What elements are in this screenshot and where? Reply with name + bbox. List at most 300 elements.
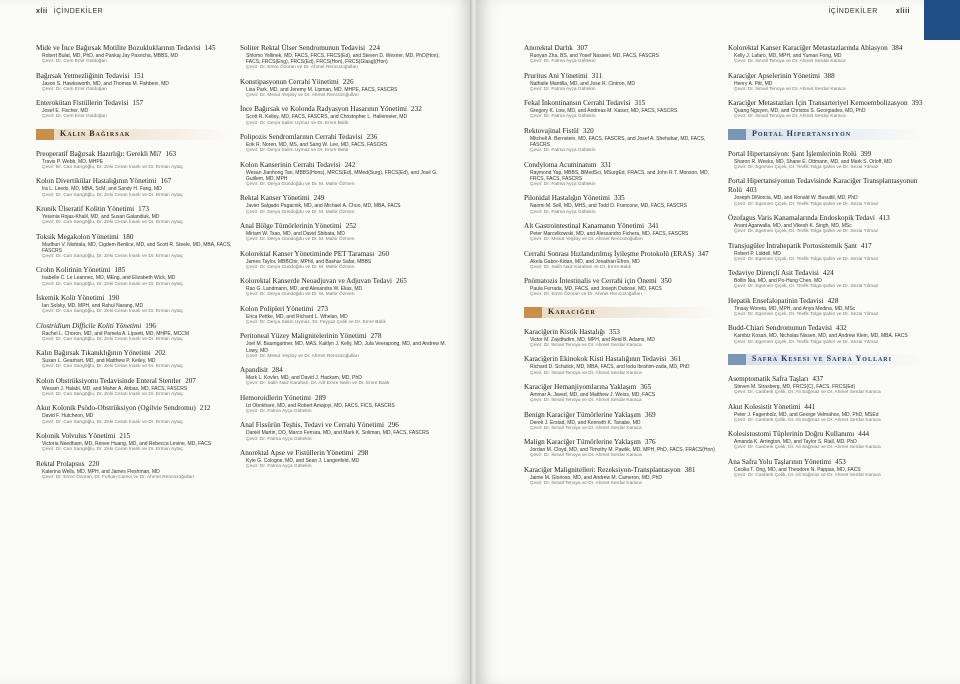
- chapter-authors: Ruoyan Zha, BS, and Yosef Nasseri, MD, FACS, FASCRS: [530, 53, 659, 59]
- toc-entry-title-line: [36, 233, 232, 242]
- page-number: 432: [835, 324, 847, 333]
- page-number: 417: [860, 241, 872, 250]
- chapter-translators: Çevir: Dr. Fatma Ayça Gültekin: [530, 114, 596, 120]
- toc-entry: [36, 266, 232, 287]
- toc-entry-title-line: [240, 250, 452, 259]
- page-number: 437: [812, 374, 824, 383]
- page-number: 320: [582, 126, 594, 135]
- chapter-title: Transjugüler İntrahepatik Portosistemik Şant: [728, 241, 857, 250]
- chapter-authors: Jason S. Hawksworth, MD, and Thomas M. Fishbein, MD: [42, 80, 169, 87]
- chapter-title: Portal Hipertansiyon: Şant İşlemlerinin Rolü: [728, 149, 857, 158]
- toc-entry: [728, 214, 924, 235]
- chapter-authors: Mark L. Kovler, MD, and David J. Hackam, MD, PhD: [246, 375, 362, 382]
- chapter-title: Anorektal Apse ve Fistüllerin Yönetimi: [240, 448, 354, 457]
- chapter-translators: Çevir: Dr. Egemen Çiçek, Dr. Tevfik Tolga Şahin ve Dr. Sezai Yılmaz: [734, 284, 879, 290]
- toc-entry: [524, 222, 720, 243]
- chapter-translators: Çevir: Dr. Emre Özoran ve Dr. Ahmet Rencüzoğulları: [246, 65, 358, 71]
- chapter-title: Alt Gastrointestinal Kanamanın Yönetimi: [524, 221, 645, 230]
- chapter-translators: Çevir: Dr. Can Sarıgöğlu, Dr. Zeki Ceran İnanlı ve Dr. Erman Aytaç: [42, 419, 183, 425]
- page-number: 242: [344, 160, 356, 169]
- page-number: 196: [145, 321, 157, 330]
- chapter-title: Kalın Bağırsak Tıkanıklığının Yönetimi: [36, 349, 151, 358]
- toc-entry: [36, 460, 232, 481]
- page-number: 249: [313, 194, 325, 203]
- chapter-title: Rektal Prolapsus: [36, 459, 85, 468]
- toc-entry: [240, 250, 452, 271]
- chapter-title: Pnömatozis İntestinalis ve Cerrahi için Önemi: [524, 277, 657, 286]
- chapter-translators: Çevir: Dr. Can Sarıgöğlu, Dr. Zeki Ceran İnanlı ve Dr. Erman Aytaç: [42, 253, 183, 259]
- chapter-authors: Rao G. Landmann, MD, and Alexandra W. Elias, MD: [246, 286, 363, 293]
- section-heading: [524, 305, 720, 320]
- chapter-title: Polipozis Sendromlarının Cerrahi Tedavisi: [240, 132, 363, 141]
- chapter-translators: Çevir: Dr. İsmail Tenoya ve Dr. Ahmet Serdar Karaca: [530, 480, 642, 486]
- toc-entry-title-line: [36, 460, 232, 469]
- chapter-translators: Çevir: Dr. Can Sarıgöğlu, Dr. Zeki Ceran İnanlı ve Dr. Erman Aytaç: [42, 336, 183, 342]
- section-heading: [728, 352, 924, 367]
- chapter-translators: Çevir: Dr. Fatma Ayça Gültekin: [530, 209, 596, 215]
- toc-entry-title-line: [524, 72, 720, 81]
- chapter-title: Pruritus Ani Yönetimi: [524, 71, 588, 80]
- chapter-authors: Scott R. Kelley, MD, FACS, FASCRS, and Christopher L. Hallemeier, MD: [246, 114, 408, 121]
- chapter-authors: Izi Obokhare, MD, and Robert Amajoyi, MD, FACS, FICS, FASCRS: [246, 402, 395, 409]
- toc-entry: [240, 44, 452, 71]
- left-running-header: [36, 8, 103, 15]
- chapter-title: Rektovajinal Fistül: [524, 126, 579, 135]
- left-page: [0, 0, 472, 684]
- chapter-title: Mide ve İnce Bağırsak Motilite Bozukluklarının Tedavisi: [36, 44, 201, 52]
- toc-entry-title-line: [240, 305, 452, 314]
- chapter-translators: Çevir: Dr. Cem Emir Güldoğan: [42, 59, 107, 65]
- page-number: 226: [342, 77, 354, 86]
- chapter-translators: Çevir: Dr. Derya Gündoğdu ve Dr. M. Mahir Özmen: [246, 209, 355, 215]
- chapter-title: İskemik Kolit Yönetimi: [36, 293, 105, 302]
- chapter-authors: Amanda K. Arrington, MD, and Taylor S. Riall, MD, PhD: [734, 439, 857, 446]
- chapter-authors: Bollin Nia, MD, and Po-Hung Chen, MD: [734, 278, 822, 285]
- toc-entry-title-line: [728, 214, 924, 223]
- chapter-translators: Çevir: Dr. Canberk Çelik, Dr. Ali Sağmaz ve Dr. Ahmet Serdar Karaca: [734, 417, 881, 423]
- chapter-title: Enterokütan Fistüllerin Tedavisi: [36, 99, 129, 108]
- page-number: 212: [199, 404, 211, 413]
- chapter-authors: Steven M. Strasberg, MD, FRCS(C), FACS, FRCS(Ed): [734, 383, 856, 390]
- right-page: [476, 0, 960, 684]
- chapter-translators: Çevir: Dr. Canberk Çelik, Dr. Ali Sağmaz ve Dr. Ahmet Serdar Karaca: [734, 390, 881, 396]
- chapter-translators: Çevir: Dr. Emre Özoran, Dr. Furkan Camcı ve Dr. Ahmet Rencüzoğulları: [42, 474, 195, 480]
- toc-entry: [728, 458, 924, 479]
- toc-entry-title-line: [728, 44, 924, 53]
- chapter-authors: Richard D. Schulick, MD, MBA, FACS, and Ioda Ibrahim-zada, MD, PhD: [530, 364, 690, 371]
- toc-entry-title-line: [36, 99, 232, 108]
- chapter-authors: Robert P. Liddell, MD: [734, 250, 781, 257]
- chapter-title: Kolorektal Kanser Karaciğer Metastazlarında Ablasyon: [728, 44, 888, 52]
- chapter-authors: Daniel Martin, DO, Marco Ferrara, MD, and Mark K. Soliman, MD, FACS, FASCRS: [246, 430, 430, 437]
- toc-entry: [36, 205, 232, 226]
- toc-entry-title-line: [36, 150, 232, 159]
- chapter-authors: Javier Salgado Pagacnik, MD, and Michael A. Choo, MD, MBA, FACS: [246, 203, 401, 210]
- chapter-title: Anal Fissürün Teşhis, Tedavi ve Cerrahi Yönetimi: [240, 421, 384, 430]
- chapter-authors: Erica Pettke, MD, and Richard L. Whelan, MD: [246, 313, 348, 320]
- chapter-title: Soliter Rektal Ülser Sendromunun Tedavisi: [240, 44, 366, 52]
- toc-entry: [728, 242, 924, 263]
- chapter-title: Hepatik Ensefalopatinin Tedavisi: [728, 296, 824, 305]
- toc-entry: [524, 411, 720, 432]
- chapter-translators: Çevir: Dr. İsmail Tenoya ve Dr. Ahmet Serdar Karaca: [530, 342, 642, 348]
- left-column-2: [240, 44, 452, 477]
- page-number: 202: [154, 349, 166, 358]
- chapter-translators: Çevir: Dr. Salih Naiz Karahan ve Dr. Emre Balık: [530, 264, 632, 270]
- chapter-translators: Çevir: Dr. Emre Özoran ve Dr. Ahmet Rencüzoğulları: [530, 292, 642, 298]
- right-running-header: [828, 8, 916, 15]
- toc-entry: [524, 355, 720, 376]
- chapter-title: Kronik Ülseratif Kolitin Yönetimi: [36, 204, 135, 213]
- chapter-title: Kolon Divertikülar Hastalığının Yönetimi: [36, 177, 157, 186]
- page-number: 428: [827, 296, 839, 305]
- page-number: 260: [378, 249, 390, 258]
- chapter-authors: Anant Agarwalla, MD, and Vikesh K. Singh, MD, MSc: [734, 222, 852, 229]
- chapter-authors: Madhuri V. Nishtala, MD, Cigdem Benlice, MD, and Scott R. Steele, MD, MBA, FACS, FASCRS: [42, 241, 232, 254]
- chapter-authors: Isabelle C. Le Leannec, MD, MEng, and Elizabeth Wick, MD: [42, 275, 176, 282]
- chapter-title: Benign Karaciğer Tümörlerine Yaklaşım: [524, 410, 641, 419]
- chapter-translators: Çevir: Dr. Derya Gündoğdu ve Dr. M. Mahir Özmen: [246, 237, 355, 243]
- chapter-translators: Çevir: Dr. Canberk Çelik, Dr. Ali Sağmaz ve Dr. Ahmet Serdar Karaca: [734, 445, 881, 451]
- section-label: Safra Kesesi ve Safra Yolları: [752, 353, 892, 363]
- page-number: 265: [396, 277, 407, 286]
- chapter-translators: Çevir: Dr. İsmail Tenoya ve Dr. Ahmet Serdar Karaca: [734, 114, 846, 120]
- chapter-title: İnce Bağırsak ve Kolonda Radyasyon Hasarının Yönetimi: [240, 105, 408, 114]
- chapter-title: Karaciğer Metastazları İçin Transarteriyel Kemoembolizasyon: [728, 99, 908, 108]
- page-number: 393: [911, 99, 923, 108]
- chapter-translators: Çevir: Dr. Can Sarıgöğlu, Dr. Zeki Ceran İnanlı ve Dr. Erman Aytaç: [42, 447, 183, 453]
- chapter-authors: Cecilia T. Ong, MD, and Theodore N. Pappas, MD, FACS: [734, 466, 861, 473]
- chapter-authors: Mitchell A. Bernstein, MD, FACS, FASCRS, and Josef A. Shehebar, MD, FACS, FASCRS: [530, 135, 706, 148]
- chapter-translators: Çevir: Dr. Fatma Ayça Gültekin: [246, 436, 312, 442]
- chapter-authors: Naomi M. Sell, MD, MHS, and Todd D. Francone, MD, FACS, FASCRS: [530, 203, 687, 210]
- page-number: 289: [315, 393, 326, 402]
- chapter-translators: Çevir: Dr. Mesut Yeşiloy ve Dr. Ahmet Rencüzoğulları: [246, 93, 359, 98]
- right-column-1: [524, 44, 720, 493]
- toc-entry: [728, 269, 924, 290]
- chapter-authors: Victor M. Zaydfudim, MD, MPH, and Reid B. Adams, MD: [530, 336, 655, 343]
- toc-entry-title-line: [240, 222, 452, 231]
- toc-entry: [240, 161, 452, 188]
- toc-entry: [240, 366, 452, 387]
- page-number: 232: [411, 105, 422, 114]
- chapter-authors: Ira L. Leeds, MD, MBA, ScM, and Sandy H. Fang, MD: [42, 186, 162, 193]
- page-number: 207: [185, 376, 196, 385]
- chapter-authors: Victoria Needham, MD, Renee Huang, MD, and Rebecca Levine, MD, FACS: [42, 440, 212, 447]
- chapter-title: Clostridium Difficile Koliti Yönetimi: [36, 321, 142, 330]
- page-number: 215: [119, 431, 131, 440]
- toc-entry: [240, 305, 452, 326]
- page-number: 424: [822, 269, 834, 278]
- toc-entry-title-line: [36, 205, 232, 214]
- chapter-translators: Çevir: Dr. Can Sarıgöğlu, Dr. Zeki Ceran İnanlı ve Dr. Erman Aytaç: [42, 391, 183, 397]
- toc-entry: [524, 194, 720, 215]
- chapter-translators: Çevir: Dr. Mesut Yeşiloy ve Dr. Ahmet Rencüzoğulları: [530, 237, 643, 243]
- chapter-title: Ana Safra Yolu Taşlarının Yönetimi: [728, 457, 832, 466]
- toc-entry: [36, 99, 232, 120]
- chapter-translators: Çevir: Dr. Egemen Çiçek, Dr. Tevfik Tolga Şahin ve Dr. Sezai Yılmaz: [734, 339, 879, 345]
- toc-entry: [524, 328, 720, 349]
- chapter-title: Kolorektal Kanser Yönetiminde PET Taraması: [240, 249, 375, 258]
- toc-entry-title-line: [728, 458, 924, 467]
- chapter-translators: Çevir: Dr. Egemen Çiçek, Dr. Tevfik Tolga Şahin ve Dr. Sezai Yılmaz: [734, 229, 879, 235]
- chapter-title: Preoperatif Bağırsak Hazırlığı: Gerekli Mi?: [36, 149, 162, 158]
- toc-entry: [524, 438, 720, 459]
- chapter-translators: Çevir: Dr. İsmail Tenoya ve Dr. Ahmet Serdar Karaca: [530, 398, 642, 404]
- toc-entry-title-line: [728, 430, 924, 439]
- toc-entry-title-line: [728, 242, 924, 251]
- toc-entry: [240, 105, 452, 126]
- page-number: 315: [634, 99, 646, 108]
- toc-entry-title-line: [240, 133, 452, 142]
- chapter-translators: Çevir: Dr. Derya Salim Uymaz ve Dr. Emre Balık: [246, 120, 349, 126]
- chapter-translators: Çevir: Dr. Canberk Çelik, Dr. Ali Sağmaz ve Dr. Ahmet Serdar Karaca: [734, 472, 881, 478]
- page-number: 353: [609, 327, 620, 336]
- toc-entry: [728, 403, 924, 424]
- chapter-translators: Çevir: Dr. Can Sarıgöğlu, Dr. Zeki Ceran İnanlı ve Dr. Erman Aytaç: [42, 364, 183, 370]
- page-number: 252: [345, 221, 357, 230]
- page-number: 347: [697, 249, 709, 258]
- toc-entry: [36, 72, 232, 93]
- section-marker: [728, 354, 746, 365]
- toc-entry-title-line: [728, 72, 924, 81]
- chapter-title: Konstipasyonun Cerrahi Yönetimi: [240, 77, 339, 86]
- chapter-authors: Rachel L. Choron, MD, and Pamela A. Lipsett, MD, MHPE, MCCM: [42, 330, 189, 337]
- page-number: 335: [613, 194, 625, 203]
- chapter-translators: Çevir: Dr. Can Sarıgöğlu, Dr. Zeki Ceran İnanlı ve Dr. Erman Aytaç: [42, 309, 183, 315]
- chapter-authors: Susan L. Gearhart, MD, and Matthew P. Kelley, MD: [42, 358, 156, 365]
- chapter-authors: Josef E. Fischer, MD: [42, 108, 89, 115]
- page-number: 185: [114, 266, 126, 275]
- toc-entry-title-line: [240, 44, 452, 53]
- toc-entry: [728, 72, 924, 93]
- chapter-title: Akut Kolonik Psödo-Obstrüksiyon (Ogilvie Sendromu): [36, 404, 196, 413]
- page-number: 157: [132, 99, 144, 108]
- toc-entry-title-line: [524, 99, 720, 108]
- toc-entry-title-line: [240, 421, 452, 430]
- page-number: 413: [878, 213, 890, 222]
- chapter-tab-marker: [924, 0, 960, 40]
- chapter-translators: Çevir: Dr. Fatma Ayça Gültekin: [246, 408, 312, 414]
- page-number: 163: [165, 149, 177, 158]
- toc-entry-title-line: [728, 403, 924, 412]
- chapter-authors: Robert Bulat, MD, PhD, and Pankaj Jay Pasricha, MBBS, MD: [42, 53, 179, 59]
- chapter-translators: Çevir: Dr. Derya Salim Uymaz, Dr. Feyyaz Çelik ve Dr. Emre Balık: [246, 319, 386, 325]
- toc-entry: [728, 297, 924, 318]
- toc-entry: [524, 99, 720, 120]
- chapter-translators: Çevir: Dr. Can Sarıgöğlu, Dr. Zeki Ceran İnanlı ve Dr. Erman Aytaç: [42, 192, 183, 198]
- toc-entry-title-line: [524, 277, 720, 286]
- chapter-translators: Çevir: Dr. Egemen Çiçek, Dr. Tevfik Tolga Şahin ve Dr. Sezai Yılmaz: [734, 201, 879, 207]
- toc-entry-title-line: [36, 349, 232, 358]
- chapter-translators: Çevir: Dr. Derya Gündoğdu ve Dr. M. Mahir Özmen: [246, 181, 355, 187]
- chapter-authors: Jaime M. Glorioso, MD, and Andrew M. Cameron, MD, PhD: [530, 474, 662, 481]
- toc-entry-title-line: [36, 294, 232, 303]
- chapter-authors: Quang Nguyen, MD, and Christos S. Georgiades, MD, PhD: [734, 108, 866, 115]
- chapter-authors: David F. Hutcheon, MD: [42, 413, 94, 420]
- toc-entry: [728, 177, 924, 207]
- toc-entry: [728, 430, 924, 451]
- chapter-authors: Kyle G. Cologne, MD, and Sean J. Langenfeld, MD: [246, 457, 360, 464]
- page-number: 224: [369, 44, 380, 52]
- toc-entry-title-line: [240, 332, 452, 341]
- toc-entry-title-line: [36, 44, 232, 53]
- chapter-translators: Çevir: Dr. Egemen Çiçek, Dr. Tevfik Tolga Şahin ve Dr. Sezai Yılmaz: [734, 256, 879, 262]
- page-number: 151: [133, 71, 145, 80]
- page-number: 444: [858, 430, 870, 439]
- chapter-translators: Çevir: Dr. İsmail Tenoya ve Dr. Ahmet Serdar Karaca: [734, 86, 846, 92]
- toc-entry-title-line: [240, 277, 452, 286]
- toc-entry-title-line: [36, 432, 232, 441]
- chapter-title: Portal Hipertansiyonun Tedavisinde Karaciğer Transplantasyonun Rolü: [728, 177, 918, 195]
- toc-entry-title-line: [728, 269, 924, 278]
- right-column-2: [728, 44, 924, 485]
- chapter-title: Tedaviye Dirençli Asit Tedavisi: [728, 269, 819, 278]
- toc-entry: [240, 332, 452, 359]
- toc-entry-title-line: [240, 78, 452, 87]
- page-number: 341: [648, 221, 659, 230]
- chapter-translators: Çevir: Dr. Egemen Çiçek, Dr. Tevfik Tolga Şahin ve Dr. Sezai Yılmaz: [734, 164, 879, 170]
- toc-entry: [240, 222, 452, 243]
- chapter-authors: Akela Gabre-Kidan, MD, and Jonathan Efron, MD: [530, 258, 640, 265]
- page-number: 365: [640, 382, 652, 391]
- chapter-translators: Çevir: Dr. Fatma Ayça Gültekin: [246, 464, 312, 470]
- page-number: 361: [670, 355, 682, 364]
- toc-entry-title-line: [524, 328, 720, 337]
- section-label: Kalın Bağırsak: [60, 128, 131, 138]
- chapter-translators: Çevir: Dr. Cem Emir Güldoğan: [42, 114, 107, 120]
- chapter-title: Karaciğer Malignitelleri: Rezeksiyon-Transplantasyon: [524, 465, 681, 474]
- chapter-authors: Raymond Yap, MBBS, BMedSci, MSurgEd, FRACS, and John R.T. Monson, MD, FRCS, FACS, FASCRS: [530, 169, 710, 182]
- section-marker: [728, 129, 746, 140]
- chapter-authors: Paula Ferrada, MD, FACS, and Joseph Dubose, MD, FACS: [530, 286, 662, 293]
- toc-entry-title-line: [240, 161, 452, 170]
- toc-entry-title-line: [36, 404, 232, 413]
- page-number: 388: [823, 71, 835, 80]
- page-number: 307: [576, 44, 588, 52]
- toc-entry-title-line: [728, 297, 924, 306]
- chapter-translators: Çevir: Dr. Can Sarıgöğlu, Dr. Zeki Ceran İnanlı ve Dr. Erman Aytaç: [42, 220, 183, 226]
- page-number: 278: [370, 332, 382, 341]
- chapter-translators: Çevir: Dr. Derya Gündoğdu ve Dr. M. Mahir Özmen: [246, 292, 355, 298]
- chapter-translators: Çevir: Dr. Can Sarıgöğlu, Dr. Zeki Ceran İnanlı ve Dr. Erman Aytaç: [42, 281, 183, 287]
- chapter-translators: Çevir: Dr. Fatma Ayça Gültekin: [530, 148, 596, 154]
- toc-entry: [36, 349, 232, 370]
- chapter-authors: Jordan M. Cloyd, MD, and Timothy M. Pawlik, MD, MPH, PhD, FACS, FRACS(Hon): [530, 447, 715, 454]
- toc-entry: [524, 44, 720, 65]
- chapter-authors: Henry A. Pitt, MD: [734, 80, 773, 87]
- chapter-title: Asemptomatik Safra Taşları: [728, 374, 809, 383]
- chapter-translators: Çevir: Dr. Fatma Ayça Gültekin: [530, 86, 596, 92]
- page-number: 350: [660, 277, 672, 286]
- toc-entry: [728, 44, 924, 65]
- chapter-title: Toksik Megakolon Yönetimi: [36, 232, 119, 241]
- chapter-title: Malign Karaciğer Tümörlerine Yaklaşım: [524, 438, 641, 447]
- toc-entry-title-line: [36, 177, 232, 186]
- chapter-title: Kolon Polipleri Yönetimi: [240, 304, 314, 313]
- chapter-translators: Çevir: Dr. Salih Naiz Karahan, Dr. Arif Emre Nalın ve Dr. Emre Balık: [246, 381, 390, 387]
- chapter-title: Peritoneal Yüzey Malignitelerinin Yönetimi: [240, 332, 367, 341]
- toc-entry: [524, 161, 720, 188]
- chapter-authors: Kelly J. Lafaro, MD, MPH, and Yuman Fong, MD: [734, 53, 842, 59]
- chapter-translators: Çevir: Dr. İsmail Tenoya ve Dr. Ahmet Serdar Karaca: [734, 59, 846, 65]
- left-page-number: xlii: [36, 8, 48, 15]
- left-column-1: [36, 44, 232, 487]
- toc-entry: [36, 404, 232, 425]
- chapter-translators: Çevir: Dr. Derya Gündoğdu ve Dr. M. Mahir Özmen: [246, 264, 355, 270]
- chapter-translators: Çevir: Dr. İsmail Tenoya ve Dr. Ahmet Serdar Karaca: [530, 425, 642, 431]
- chapter-authors: Ammar A. Javed, MD, and Matthew J. Weiss, MD, FACS: [530, 391, 656, 398]
- toc-entry-title-line: [524, 44, 720, 53]
- chapter-translators: Çevir: Dr. Mesut Yeşiloy ve Dr. Ahmet Rencüzoğulları: [246, 353, 359, 359]
- toc-entry-title-line: [36, 266, 232, 275]
- toc-entry-title-line: [240, 394, 452, 403]
- chapter-authors: Erik R. Noren, MD, MS, and Sang W. Lee, MD, FACS, FASCRS: [246, 141, 388, 148]
- page-number: 311: [591, 71, 603, 80]
- toc-entry: [728, 99, 924, 120]
- chapter-authors: Derek J. Erstad, MD, and Kenneth K. Tanabe, MD: [530, 419, 641, 426]
- toc-entry-title-line: [240, 449, 452, 458]
- toc-entry-title-line: [728, 375, 924, 384]
- chapter-translators: Çevir: Dr. Cem Emir Güldoğan: [42, 86, 107, 92]
- chapter-title: Pilonidal Hastalığın Yönetimi: [524, 194, 610, 203]
- toc-entry: [524, 277, 720, 298]
- chapter-translators: Çevir: Dr. İsmail Tenoya ve Dr. Ahmet Serdar Karaca: [530, 453, 642, 459]
- toc-entry-title-line: [524, 194, 720, 203]
- page-number: 167: [160, 177, 172, 186]
- chapter-title: Kolon Obstrüksiyonu Tedavisinde Enteral Stentler: [36, 376, 182, 385]
- chapter-authors: Miriam W. Tsao, MD, and David Shibata, MD: [246, 230, 345, 237]
- toc-entry-title-line: [524, 466, 720, 475]
- toc-entry: [36, 44, 232, 65]
- toc-entry: [524, 72, 720, 93]
- toc-entry-title-line: [524, 355, 720, 364]
- chapter-translators: Çevir: Dr. Fatma Ayça Gültekin: [530, 59, 596, 65]
- page-number: 190: [108, 293, 120, 302]
- page-number: 441: [804, 402, 816, 411]
- chapter-authors: Yesenia Rojas-Khalil, MD, and Susan Galandiuk, MD: [42, 213, 160, 220]
- chapter-title: Kolon Kanserinin Cerrahi Tedavisi: [240, 160, 341, 169]
- chapter-authors: Nathalie Mantilla, MD, and Jose R. Cintron, MD: [530, 80, 636, 87]
- toc-entry-title-line: [524, 250, 720, 259]
- toc-entry: [36, 177, 232, 198]
- chapter-title: Bağırsak Yetmezliğinin Tedavisi: [36, 71, 130, 80]
- toc-entry: [36, 233, 232, 260]
- chapter-title: Condyloma Acuminatum: [524, 160, 597, 169]
- toc-entry: [240, 449, 452, 470]
- chapter-title: Anal Bölge Tümörlerinin Yönetimi: [240, 221, 342, 230]
- page-number: 273: [317, 304, 328, 313]
- chapter-title: Hemoroidlerin Yönetimi: [240, 393, 311, 402]
- toc-entry: [728, 150, 924, 171]
- toc-entry-title-line: [240, 105, 452, 114]
- page-number: 220: [88, 459, 100, 468]
- page-number: 381: [684, 465, 696, 474]
- toc-entry: [240, 133, 452, 154]
- chapter-authors: Peter J. Fagenholz, MD, and George Velmahos, MD, PhD, MSEd: [734, 411, 879, 418]
- toc-entry-title-line: [36, 322, 232, 331]
- page-number: 298: [357, 448, 369, 457]
- chapter-authors: Wesam J. Halabi, MD, and Maher A. Abbas, MD, FACS, FASCRS: [42, 385, 188, 392]
- toc-entry-title-line: [728, 324, 924, 333]
- page-number: 284: [271, 366, 283, 375]
- chapter-title: Karaciğer Apselerinin Yönetimi: [728, 71, 820, 80]
- section-label: Portal Hipertansiyon: [752, 128, 852, 138]
- chapter-authors: Katerina Wells, MD, MPH, and James Fleshman, MD: [42, 468, 160, 475]
- toc-entry-title-line: [524, 411, 720, 420]
- toc-entry: [36, 432, 232, 453]
- chapter-authors: Tinsay Woreta, MD, MPH, and Anya Medina, MD, MSc: [734, 305, 856, 312]
